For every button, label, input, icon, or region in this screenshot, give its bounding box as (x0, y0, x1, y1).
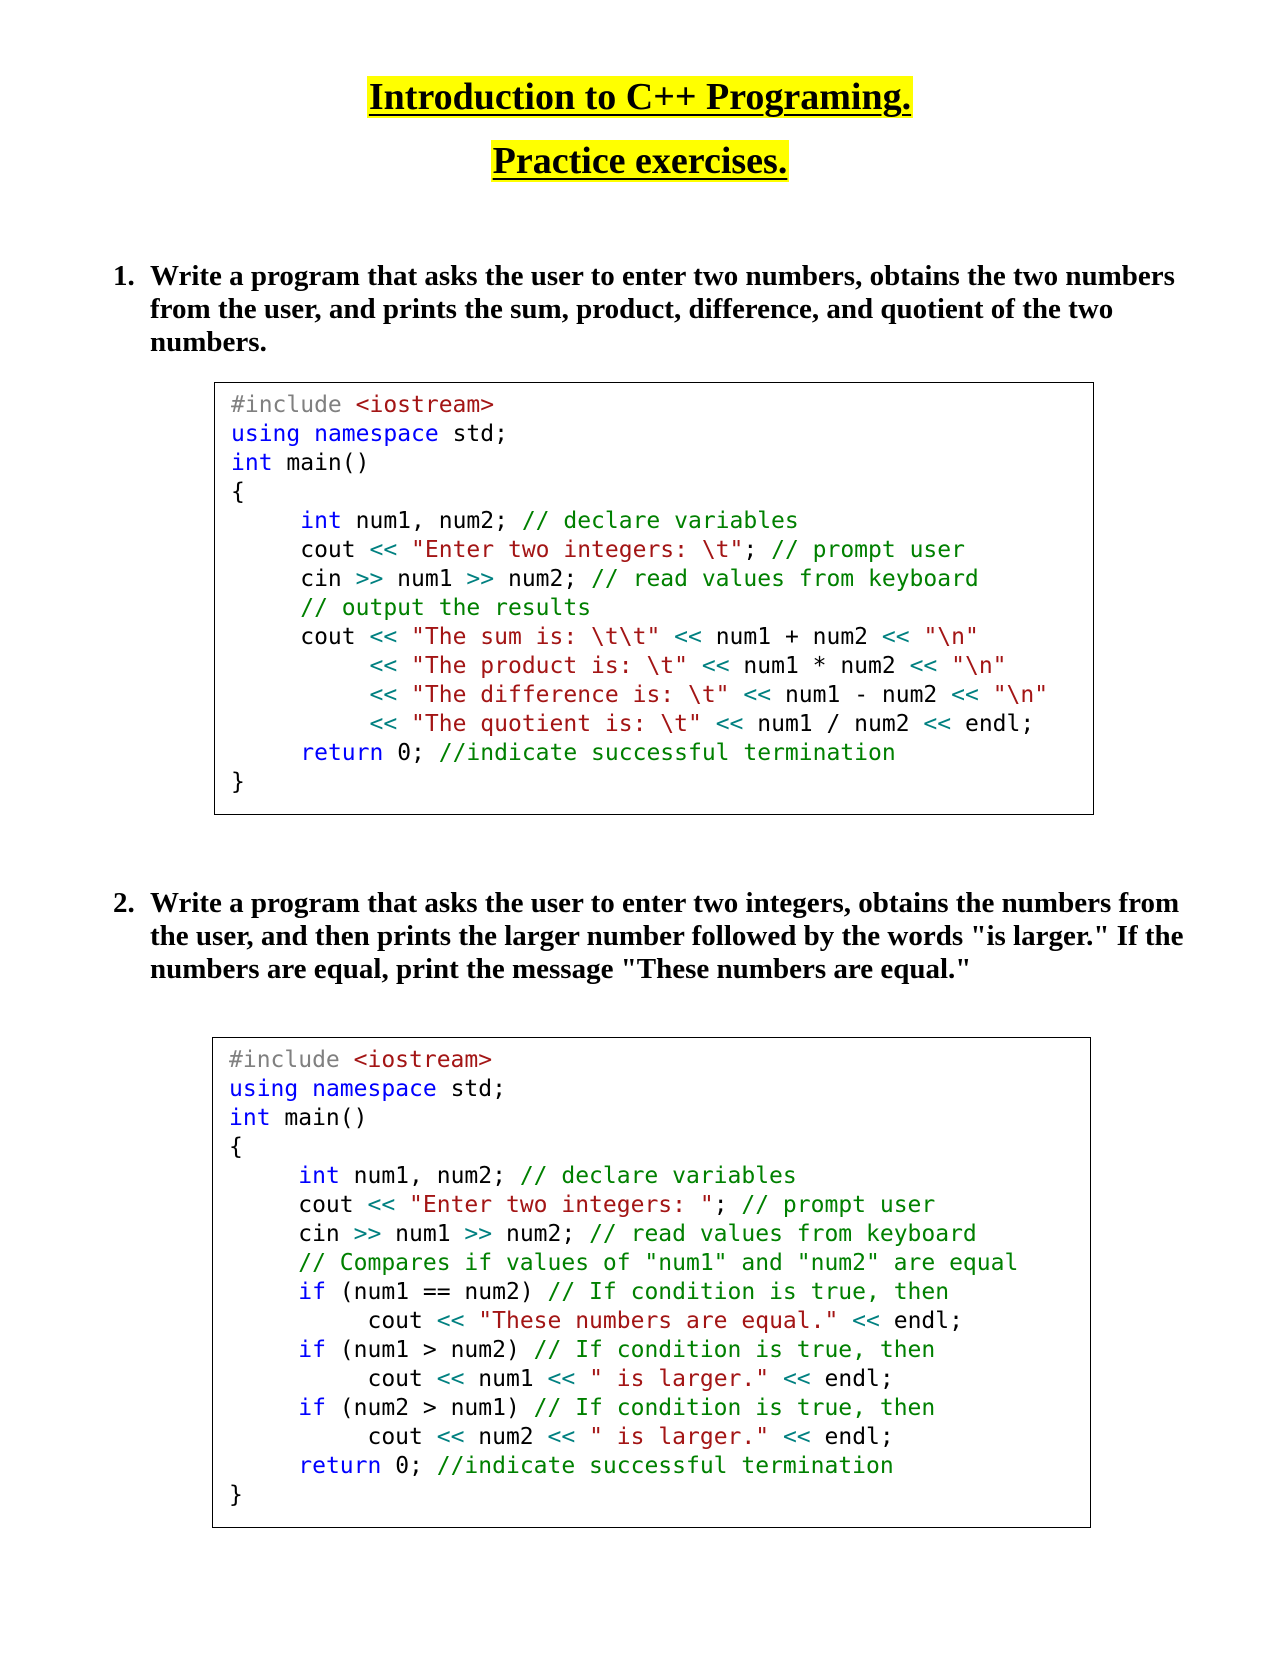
stream-operator: << (436, 1424, 465, 1450)
code-text (769, 1366, 783, 1392)
code-text (730, 682, 744, 708)
code-text: cout (229, 1424, 437, 1450)
code-text: cout (229, 1308, 437, 1334)
stream-operator: << (743, 682, 772, 708)
comment: //indicate successful termination (438, 740, 896, 766)
stream-operator: << (674, 624, 702, 650)
comment: // read values from keyboard (591, 566, 979, 592)
code-text (229, 1337, 298, 1363)
stream-operator: << (923, 711, 952, 737)
keyword: if (298, 1279, 326, 1305)
preprocessor: #include (231, 392, 356, 418)
stream-operator: << (547, 1424, 576, 1450)
keyword: int (231, 450, 273, 476)
code-text: cout (229, 1192, 368, 1218)
code-line (231, 710, 1093, 739)
code-text: std; (438, 421, 508, 447)
keyword: int (298, 1163, 340, 1189)
code-line (229, 1278, 1090, 1307)
code-text (937, 653, 951, 679)
code-text (229, 1453, 298, 1479)
string-literal: "\n" (923, 624, 979, 650)
keyword: return (298, 1453, 382, 1479)
comment: // declare variables (521, 508, 799, 534)
stream-operator: << (782, 1424, 811, 1450)
code-line (229, 1452, 1090, 1481)
code-line (229, 1307, 1090, 1336)
exercise-2-number: 2. (113, 887, 135, 919)
string-literal: "Enter two integers: " (409, 1192, 714, 1218)
code-line (229, 1365, 1090, 1394)
code-line (229, 1104, 1090, 1133)
comment: // declare variables (519, 1163, 797, 1189)
stream-operator: << (436, 1308, 465, 1334)
code-text (231, 595, 300, 621)
code-text (910, 624, 924, 650)
string-literal: "These numbers are equal." (478, 1308, 839, 1334)
keyword: using (231, 421, 301, 447)
string-literal: <iostream> (355, 392, 495, 418)
string-literal: "\n" (992, 682, 1049, 708)
code-line (229, 1481, 1090, 1510)
code-text: { (231, 479, 245, 505)
code-text (575, 1424, 589, 1450)
code-text: (num2 > num1) (325, 1395, 534, 1421)
comment: //indicate successful termination (436, 1453, 894, 1479)
exercise-2-code-block (212, 1037, 1091, 1528)
code-text (229, 1163, 298, 1189)
exercise-1-question (113, 260, 1203, 359)
comment: // read values from keyboard (589, 1221, 977, 1247)
code-text (702, 711, 716, 737)
code-text: num2 (464, 1424, 548, 1450)
stream-operator: >> (466, 566, 495, 592)
code-text (231, 711, 369, 737)
string-literal: " is larger." (589, 1366, 770, 1392)
keyword: int (300, 508, 342, 534)
code-text: num1 (381, 1221, 465, 1247)
code-text (575, 1366, 589, 1392)
code-line (231, 681, 1093, 710)
code-text: num1 (383, 566, 467, 592)
code-text: cout (231, 537, 370, 563)
code-line (229, 1191, 1090, 1220)
keyword: return (300, 740, 384, 766)
code-text (397, 624, 411, 650)
document-title-text: Introduction to C++ Programing. (368, 76, 912, 118)
code-line (229, 1336, 1090, 1365)
code-text: { (229, 1134, 243, 1160)
code-line (231, 768, 1093, 797)
stream-operator: << (701, 653, 730, 679)
stream-operator: << (369, 711, 398, 737)
code-text: cout (231, 624, 370, 650)
code-text (464, 1308, 478, 1334)
code-text: cin (229, 1221, 354, 1247)
exercise-2-question (113, 887, 1203, 986)
code-text: cout (229, 1366, 437, 1392)
code-line (231, 449, 1093, 478)
code-line (229, 1162, 1090, 1191)
code-text (229, 1250, 298, 1276)
code-line (231, 739, 1093, 768)
stream-operator: >> (355, 566, 384, 592)
code-line (229, 1075, 1090, 1104)
code-line (229, 1423, 1090, 1452)
stream-operator: << (369, 682, 398, 708)
code-line (231, 478, 1093, 507)
code-line (231, 623, 1093, 652)
code-text (298, 1076, 312, 1102)
stream-operator: << (782, 1366, 811, 1392)
comment: // If condition is true, then (533, 1395, 936, 1421)
document-subtitle-text: Practice exercises. (492, 140, 788, 182)
code-text: num2; (492, 1221, 590, 1247)
code-text: ; (743, 537, 772, 563)
string-literal: "\n" (951, 653, 1007, 679)
code-text: 0; (381, 1453, 437, 1479)
code-text: num1 - num2 (771, 682, 952, 708)
document-title (0, 74, 1280, 120)
stream-operator: << (951, 682, 979, 708)
code-text (397, 653, 411, 679)
string-literal: "The quotient is: \t" (411, 711, 702, 737)
exercise-2-text: Write a program that asks the user to enter two integers, obtains the numbers from the user, and then prints the larger number followed by the words "is larger." If the numbers are equal, print the message "These numbers are equal." (150, 887, 1184, 985)
code-text: cin (231, 566, 356, 592)
code-text (229, 1279, 298, 1305)
stream-operator: << (369, 624, 398, 650)
code-text: (num1 > num2) (325, 1337, 534, 1363)
stream-operator: << (436, 1366, 465, 1392)
comment: // prompt user (771, 537, 965, 563)
code-text: ; (713, 1192, 742, 1218)
comment: // prompt user (741, 1192, 936, 1218)
exercise-1-text: Write a program that asks the user to enter two numbers, obtains the two numbers from the user, and prints the sum, product, difference, and quotient of the two numbers. (150, 260, 1175, 358)
code-line (229, 1133, 1090, 1162)
code-text (660, 624, 674, 650)
code-line (229, 1249, 1090, 1278)
code-line (231, 391, 1093, 420)
code-text: std; (436, 1076, 506, 1102)
code-text: num1 / num2 (743, 711, 924, 737)
string-literal: " is larger." (589, 1424, 770, 1450)
stream-operator: << (367, 1192, 396, 1218)
code-text: endl; (879, 1308, 963, 1334)
code-line (231, 420, 1093, 449)
string-literal: "The sum is: \t\t" (411, 624, 661, 650)
code-text: (num1 == num2) (325, 1279, 548, 1305)
string-literal: "The difference is: \t" (411, 682, 730, 708)
code-text (229, 1395, 298, 1421)
code-text: endl; (810, 1424, 894, 1450)
keyword: namespace (312, 1076, 437, 1102)
code-text (231, 740, 300, 766)
code-text (395, 1192, 409, 1218)
exercise-1-code-block (214, 382, 1094, 815)
code-text: main() (272, 450, 370, 476)
code-text (397, 537, 411, 563)
code-text: num1, num2; (341, 508, 522, 534)
code-line (231, 594, 1093, 623)
comment: // If condition is true, then (533, 1337, 936, 1363)
code-text (231, 508, 300, 534)
code-text: } (231, 769, 245, 795)
keyword: using (229, 1076, 299, 1102)
stream-operator: << (909, 653, 938, 679)
stream-operator: >> (464, 1221, 493, 1247)
code-line (231, 565, 1093, 594)
keyword: int (229, 1105, 271, 1131)
stream-operator: >> (353, 1221, 382, 1247)
code-text (838, 1308, 852, 1334)
code-line (229, 1046, 1090, 1075)
code-text: num1 (464, 1366, 548, 1392)
comment: // Compares if values of "num1" and "num2" are equal (298, 1250, 1019, 1276)
document-subtitle (0, 138, 1280, 184)
stream-operator: << (715, 711, 744, 737)
code-text (397, 682, 411, 708)
code-line (231, 507, 1093, 536)
code-line (231, 536, 1093, 565)
comment: // If condition is true, then (547, 1279, 950, 1305)
comment: // output the results (300, 595, 592, 621)
stream-operator: << (881, 624, 910, 650)
code-text (231, 653, 369, 679)
stream-operator: << (852, 1308, 880, 1334)
stream-operator: << (369, 653, 398, 679)
code-text (397, 711, 411, 737)
keyword: if (298, 1395, 326, 1421)
code-text (688, 653, 702, 679)
code-text (979, 682, 993, 708)
string-literal: "The product is: \t" (411, 653, 688, 679)
preprocessor: #include (229, 1047, 354, 1073)
keyword: namespace (314, 421, 439, 447)
string-literal: <iostream> (353, 1047, 493, 1073)
code-text: main() (270, 1105, 368, 1131)
keyword: if (298, 1337, 326, 1363)
code-text: num1, num2; (339, 1163, 520, 1189)
code-text: num1 * num2 (729, 653, 910, 679)
code-line (229, 1394, 1090, 1423)
code-text: endl; (810, 1366, 894, 1392)
code-text: 0; (383, 740, 439, 766)
code-line (229, 1220, 1090, 1249)
code-text: } (229, 1482, 243, 1508)
code-text (231, 682, 369, 708)
code-line (231, 652, 1093, 681)
code-text: endl; (951, 711, 1035, 737)
code-text: num1 + num2 (701, 624, 882, 650)
string-literal: "Enter two integers: \t" (411, 537, 744, 563)
code-text: num2; (494, 566, 592, 592)
code-text (769, 1424, 783, 1450)
stream-operator: << (369, 537, 398, 563)
exercise-1-number: 1. (113, 260, 135, 292)
stream-operator: << (547, 1366, 576, 1392)
code-text (300, 421, 314, 447)
